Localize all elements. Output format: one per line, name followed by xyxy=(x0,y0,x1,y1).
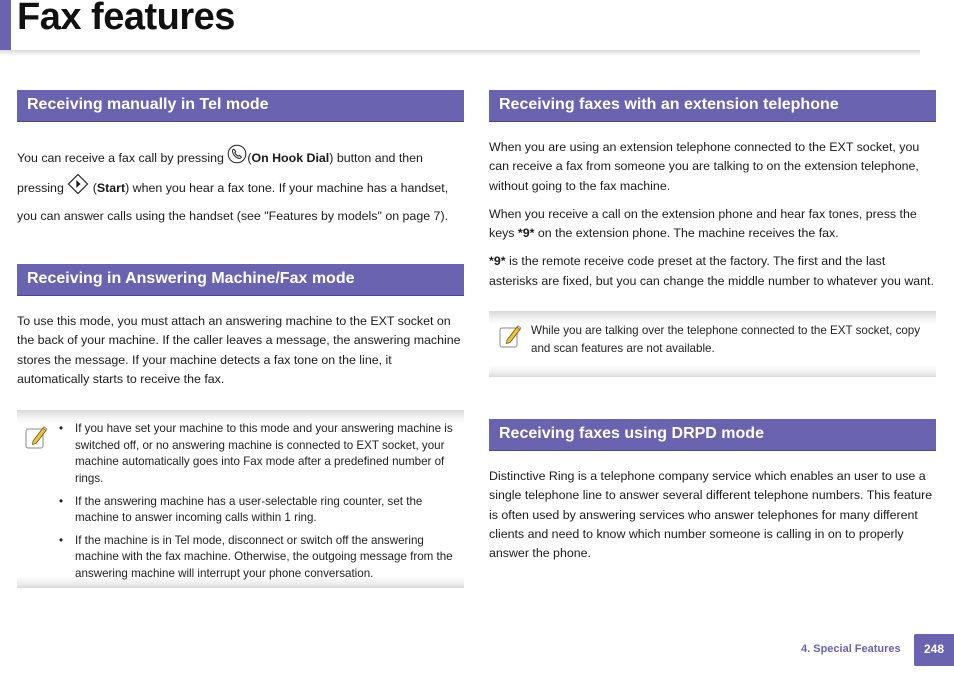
bullet: • xyxy=(59,533,64,547)
extension-text: is the remote receive code preset at the factory. The first and the last asterisks are fixed, but you can change the middle number to whatever you want. xyxy=(489,254,934,288)
section-heading-drpd: Receiving faxes using DRPD mode xyxy=(489,419,936,451)
on-hook-dial-label: On Hook Dial xyxy=(251,150,330,165)
note-text: If the answering machine has a user-selectable ring counter, set the machine to answer incoming calls within 1 ring. xyxy=(75,494,423,525)
note-text: If the machine is in Tel mode, disconnect or switch off the answering machine with the fax machine. Otherwise, the outgoing message from the answering machine will interrupt your phone conversation. xyxy=(75,533,453,580)
extension-note-text: While you are talking over the telephone connected to the EXT socket, copy and scan features are not available. xyxy=(531,324,921,356)
right-column xyxy=(489,90,936,564)
extension-paragraph-1: When you are using an extension telephone connected to the EXT socket, you can receive a fax from someone you are talking to on the extension telephone, without going to the fax machine. xyxy=(489,140,920,193)
left-column xyxy=(17,90,464,588)
extension-text: on the extension phone. The machine receives the fax. xyxy=(534,226,839,241)
start-label: Start xyxy=(96,180,126,195)
title-rule xyxy=(0,50,920,56)
note-text: If you have set your machine to this mode and your answering machine is switched off, or no answering machine is connected to EXT socket, your machine automatically goes into Fax mode after a predefined number of rings. xyxy=(75,422,453,485)
extension-note-box xyxy=(489,311,936,377)
section-heading-extension: Receiving faxes with an extension telephone xyxy=(489,90,936,122)
manual-text-5: ) when you hear a fax tone. If your machine has a handset, you can answer calls using the handset (see "Features by models" on page 7). xyxy=(17,180,449,223)
answering-paragraph: To use this mode, you must attach an answering machine to the EXT socket on the back of your machine. If the caller leaves a message, the answering machine stores the message. If your machine detects a fax tone on the line, it automatically starts to receive the fax. xyxy=(17,314,461,386)
handset-icon xyxy=(227,144,247,173)
drpd-paragraph: Distinctive Ring is a telephone company service which enables an user to use a single telephone line to answer several different telephone numbers. This feature is often used by answering services who answer telephones for many different clients and need to know which number someone is calling in on to properly answer the phone. xyxy=(489,469,933,561)
list-item xyxy=(17,494,464,527)
extension-paragraph-2 xyxy=(489,205,936,244)
answering-note-list xyxy=(17,421,464,582)
footer-section-label: 4. Special Features xyxy=(801,643,901,655)
manual-text-3: ) button and then pressing xyxy=(17,150,423,195)
extension-paragraph-3 xyxy=(489,252,936,291)
list-item xyxy=(17,421,464,487)
answering-note-box xyxy=(17,410,464,588)
title-accent-bar xyxy=(0,0,11,52)
page-number-badge: 248 xyxy=(914,634,954,666)
bullet: • xyxy=(59,494,64,508)
start-diamond-icon xyxy=(67,173,89,204)
section-heading-answering: Receiving in Answering Machine/Fax mode xyxy=(17,264,464,296)
bullet: • xyxy=(59,422,64,436)
list-item xyxy=(17,533,464,583)
manual-text-1: You can receive a fax call by pressing xyxy=(17,150,228,165)
manual-paragraph xyxy=(17,144,464,229)
remote-code: *9* xyxy=(517,226,535,241)
extension-text: When you receive a call on the extension phone and hear fax tones, press the keys xyxy=(489,206,917,241)
remote-code: *9* xyxy=(489,254,506,269)
page-title: Fax features xyxy=(17,0,235,38)
manual-text-2: ( xyxy=(247,150,252,165)
note-pencil-icon xyxy=(498,323,522,349)
manual-text-4: ( xyxy=(89,180,97,195)
section-heading-manual: Receiving manually in Tel mode xyxy=(17,90,464,122)
